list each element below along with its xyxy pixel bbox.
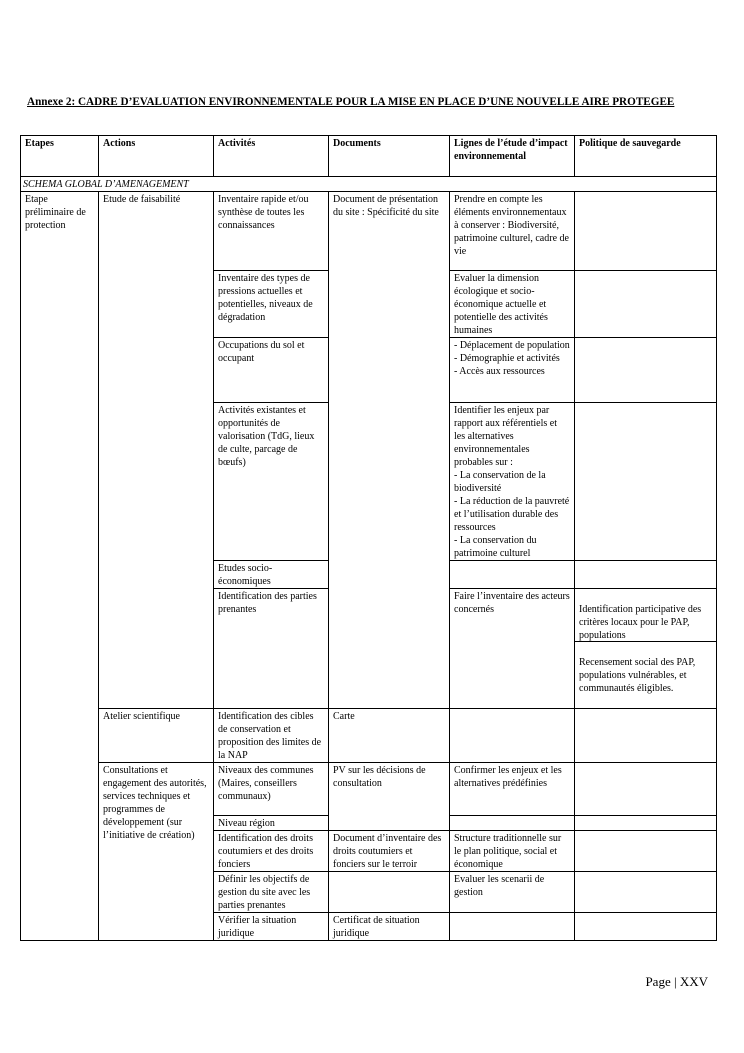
politique-cell-empty bbox=[575, 709, 717, 763]
activity-cell: Occupations du sol et occupant bbox=[214, 338, 329, 403]
politique-cell-empty bbox=[575, 271, 717, 338]
politique-cell-empty bbox=[575, 561, 717, 589]
activity-cell: Inventaire rapide et/ou synthèse de toutes les connaissances bbox=[214, 192, 329, 271]
document-cell-inventaire: Document d’inventaire des droits coutumiers et fonciers sur le terroir bbox=[329, 831, 450, 872]
activity-cell: Niveau région bbox=[214, 816, 329, 831]
politique-cell-empty bbox=[575, 816, 717, 831]
col-header-etapes: Etapes bbox=[21, 136, 99, 177]
activity-cell: Niveaux des communes (Maires, conseillers communaux) bbox=[214, 763, 329, 816]
col-header-actions: Actions bbox=[99, 136, 214, 177]
col-header-politique: Politique de sauvegarde bbox=[575, 136, 717, 177]
ligne-cell: Prendre en compte les éléments environnementaux à conserver : Biodiversité, patrimoine culturel, cadre de vie bbox=[450, 192, 575, 271]
document-cell-certificat: Certificat de situation juridique bbox=[329, 913, 450, 941]
ligne-cell: Evaluer les scenarii de gestion bbox=[450, 872, 575, 913]
activity-cell: Définir les objectifs de gestion du site avec les parties prenantes bbox=[214, 872, 329, 913]
politique-cell-empty bbox=[575, 831, 717, 872]
politique-recensement: Recensement social des PAP, populations vulnérables, et communautés éligibles. bbox=[579, 657, 696, 694]
activity-cell: Etudes socio-économiques bbox=[214, 561, 329, 589]
table-row bbox=[21, 192, 717, 271]
page-number: Page | XXV bbox=[645, 974, 708, 989]
annex-title: Annexe 2: CADRE D’EVALUATION ENVIRONNEMENTALE POUR LA MISE EN PLACE D’UNE NOUVELLE AIRE PROTEGEE bbox=[27, 96, 675, 108]
ligne-cell: Structure traditionnelle sur le plan politique, social et économique bbox=[450, 831, 575, 872]
environmental-framework-table bbox=[20, 135, 717, 941]
schema-row bbox=[21, 177, 717, 192]
table-row bbox=[21, 709, 717, 763]
ligne-cell-empty bbox=[450, 816, 575, 831]
ligne-cell-empty bbox=[450, 913, 575, 941]
etape-cell: Etape préliminaire de protection bbox=[21, 192, 99, 941]
politique-criteres: Identification participative des critères locaux pour le PAP, populations bbox=[575, 602, 716, 642]
document-cell-presentation: Document de présentation du site : Spécificité du site bbox=[329, 192, 450, 709]
politique-cell-empty bbox=[575, 872, 717, 913]
col-header-documents: Documents bbox=[329, 136, 450, 177]
politique-cell-empty bbox=[575, 403, 717, 561]
politique-cell bbox=[575, 589, 717, 709]
schema-label: SCHEMA GLOBAL D’AMENAGEMENT bbox=[21, 177, 717, 192]
activity-cell: Vérifier la situation juridique bbox=[214, 913, 329, 941]
activity-cell: Identification des droits coutumiers et des droits fonciers bbox=[214, 831, 329, 872]
ligne-cell-empty bbox=[450, 709, 575, 763]
ligne-cell: Faire l’inventaire des acteurs concernés bbox=[450, 589, 575, 709]
document-cell-carte: Carte bbox=[329, 709, 450, 763]
ligne-cell: - Déplacement de population - Démographie et activités - Accès aux ressources bbox=[450, 338, 575, 403]
document-cell-empty bbox=[329, 872, 450, 913]
ligne-cell-empty bbox=[450, 561, 575, 589]
activity-cell: Activités existantes et opportunités de valorisation (TdG, lieux de culte, parcage de bœufs) bbox=[214, 403, 329, 561]
politique-cell-empty bbox=[575, 763, 717, 816]
activity-cell: Identification des parties prenantes bbox=[214, 589, 329, 709]
col-header-lignes: Lignes de l’étude d’impact environnemental bbox=[450, 136, 575, 177]
politique-cell-empty bbox=[575, 913, 717, 941]
table-header-row bbox=[21, 136, 717, 177]
politique-cell-empty bbox=[575, 192, 717, 271]
politique-cell-empty bbox=[575, 338, 717, 403]
action-cell-atelier: Atelier scientifique bbox=[99, 709, 214, 763]
col-header-activites: Activités bbox=[214, 136, 329, 177]
action-cell-faisabilite: Etude de faisabilité bbox=[99, 192, 214, 709]
activity-cell: Inventaire des types de pressions actuelles et potentielles, niveaux de dégradation bbox=[214, 271, 329, 338]
activity-cell: Identification des cibles de conservation et proposition des limites de la NAP bbox=[214, 709, 329, 763]
table-row bbox=[21, 763, 717, 816]
ligne-cell: Evaluer la dimension écologique et socio-économique actuelle et potentielle des activités humaines bbox=[450, 271, 575, 338]
ligne-cell: Confirmer les enjeux et les alternatives prédéfinies bbox=[450, 763, 575, 816]
document-cell-pv: PV sur les décisions de consultation bbox=[329, 763, 450, 831]
ligne-cell: Identifier les enjeux par rapport aux référentiels et les alternatives environnementales probables sur : - La conservation de la biodiversité - La réduction de la pauvreté et l’utilisation durable des ressources - La conservation du patrimoine culturel bbox=[450, 403, 575, 561]
action-cell-consultations: Consultations et engagement des autorités, services techniques et programmes de développement (sur l’initiative de création) bbox=[99, 763, 214, 941]
